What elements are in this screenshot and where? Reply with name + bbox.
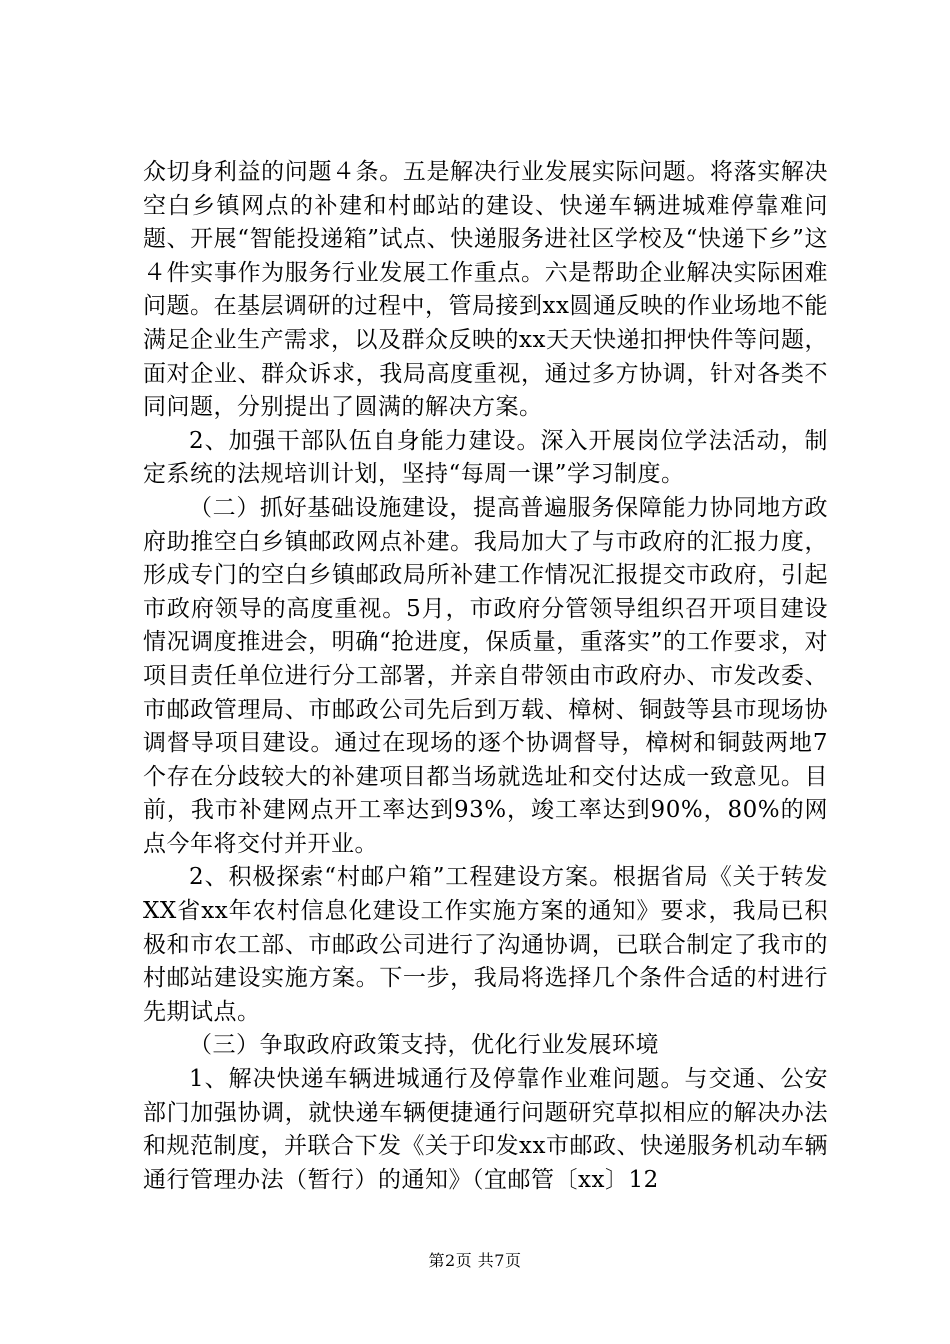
page-footer: 第2页 共7页: [428, 1251, 522, 1270]
section-heading-policy-support: （三）争取政府政策支持，优化行业发展环境: [189, 1032, 659, 1059]
paragraph-cadre-capacity: 2、加强干部队伍自身能力建设。深入开展岗位学法活动，制定系统的法规培训计划，坚持“每周一课”学习制度。: [143, 427, 828, 488]
paragraph-continuation: 众切身利益的问题４条。五是解决行业发展实际问题。将落实解决空白乡镇网点的补建和村邮站的建设、快递车辆进城难停靠难问题、开展“智能投递箱”试点、快递服务进社区学校及“快递下乡”这４件实事作为服务行业发展工作重点。六是帮助企业解决实际困难问题。在基层调研的过程中，管局接到xx圆通反映的作业场地不能满足企业生产需求，以及群众反映的xx天天快递扣押快件等问题，面对企业、群众诉求，我局高度重视，通过多方协调，针对各类不同问题，分别提出了圆满的解决方案。: [143, 159, 828, 421]
paragraph-village-mailbox: 2、积极探索“村邮户箱”工程建设方案。根据省局《关于转发XX省xx年农村信息化建设工作实施方案的通知》要求，我局已积极和市农工部、市邮政公司进行了沟通协调，已联合制定了我市的村邮站建设实施方案。下一步，我局将选择几个条件合适的村进行先期试点。: [143, 864, 828, 1025]
document-body: [143, 156, 828, 1197]
paragraph-infrastructure: （二）抓好基础设施建设，提高普遍服务保障能力协同地方政府助推空白乡镇邮政网点补建。我局加大了与市政府的汇报力度，形成专门的空白乡镇邮政局所补建工作情况汇报提交市政府，引起市政府领导的高度重视。5月，市政府分管领导组织召开项目建设情况调度推进会，明确“抢进度，保质量，重落实”的工作要求，对项目责任单位进行分工部署，并亲自带领由市政府办、市发改委、市邮政管理局、市邮政公司先后到万载、樟树、铜鼓等县市现场协调督导项目建设。通过在现场的逐个协调督导，樟树和铜鼓两地7个存在分歧较大的补建项目都当场就选址和交付达成一致意见。目前，我市补建网点开工率达到93%，竣工率达到90%，80%的网点今年将交付并开业。: [143, 494, 828, 857]
paragraph-express-vehicles: 1、解决快递车辆进城通行及停靠作业难问题。与交通、公安部门加强协调，就快递车辆便捷通行问题研究草拟相应的解决办法和规范制度，并联合下发《关于印发xx市邮政、快递服务机动车辆通行管理办法（暂行）的通知》（宜邮管〔xx〕12: [143, 1066, 828, 1193]
